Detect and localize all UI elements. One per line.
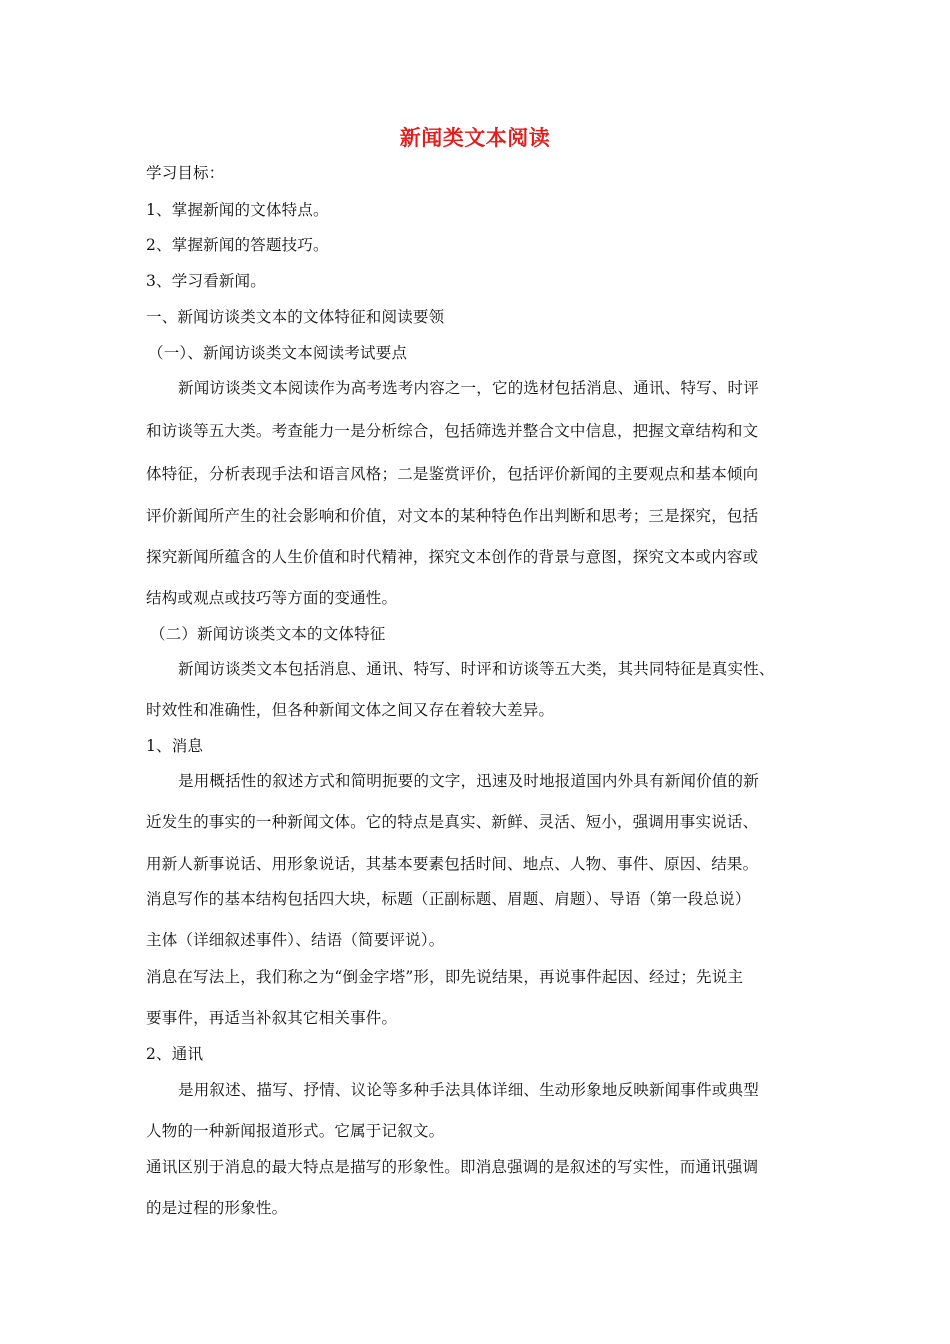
paragraph-line: 近发生的事实的一种新闻文体。它的特点是真实、新鲜、灵活、短小，强调用事实说话、: [146, 813, 759, 831]
paragraph-line: 探究新闻所蕴含的人生价值和时代精神，探究文本创作的背景与意图，探究文本或内容或: [146, 548, 759, 566]
paragraph-line: 通讯区别于消息的最大特点是描写的形象性。即消息强调的是叙述的写实性，而通讯强调: [146, 1158, 759, 1176]
subsection-heading: （一）、新闻访谈类文本阅读考试要点: [148, 344, 408, 362]
paragraph-line: 时效性和准确性，但各种新闻文体之间又存在着较大差异。: [146, 701, 555, 719]
paragraph-line: 和访谈等五大类。考查能力一是分析综合，包括筛选并整合文中信息，把握文章结构和文: [146, 422, 759, 440]
paragraph-line: 主体（详细叙述事件）、结语（简要评说）。: [146, 931, 445, 949]
paragraph-line: 消息在写法上，我们称之为“倒金字塔”形，即先说结果，再说事件起因、经过；先说主: [146, 968, 744, 986]
paragraph-line: 消息写作的基本结构包括四大块，标题（正副标题、眉题、肩题）、导语（第一段总说）: [146, 890, 751, 908]
paragraph-line: 新闻访谈类文本阅读作为高考选考内容之一，它的选材包括消息、通讯、特写、时评: [178, 379, 759, 397]
subsection-heading: （二）新闻访谈类文本的文体特征: [150, 625, 386, 643]
paragraph-line: 1、掌握新闻的文体特点。: [146, 201, 329, 219]
document-title: 新闻类文本阅读: [399, 126, 551, 150]
paragraph-line: 要事件，再适当补叙其它相关事件。: [146, 1009, 398, 1027]
paragraph-line: 2、掌握新闻的答题技巧。: [146, 236, 329, 254]
item-heading: 2、通讯: [146, 1045, 204, 1063]
paragraph-line: 的是过程的形象性。: [146, 1199, 288, 1217]
paragraph-line: 评价新闻所产生的社会影响和价值，对文本的某种特色作出判断和思考；三是探究，包括: [146, 507, 759, 525]
paragraph-line: 新闻访谈类文本包括消息、通讯、特写、时评和访谈等五大类，其共同特征是真实性、: [178, 660, 775, 678]
paragraph-line: 3、学习看新闻。: [146, 272, 266, 290]
item-heading: 1、消息: [146, 737, 204, 755]
paragraph-line: 人物的一种新闻报道形式。它属于记叙文。: [146, 1122, 445, 1140]
section-heading: 一、新闻访谈类文本的文体特征和阅读要领: [146, 308, 445, 326]
paragraph-line: 用新人新事说话、用形象说话，其基本要素包括时间、地点、人物、事件、原因、结果。: [146, 855, 759, 873]
paragraph-line: 是用概括性的叙述方式和简明扼要的文字，迅速及时地报道国内外具有新闻价值的新: [178, 772, 759, 790]
paragraph-line: 体特征，分析表现手法和语言风格；二是鉴赏评价，包括评价新闻的主要观点和基本倾向: [146, 465, 759, 483]
paragraph-line: 是用叙述、描写、抒情、议论等多种手法具体详细、生动形象地反映新闻事件或典型: [178, 1081, 759, 1099]
paragraph-line: 结构或观点或技巧等方面的变通性。: [146, 589, 398, 607]
paragraph-line: 学习目标：: [146, 164, 225, 182]
